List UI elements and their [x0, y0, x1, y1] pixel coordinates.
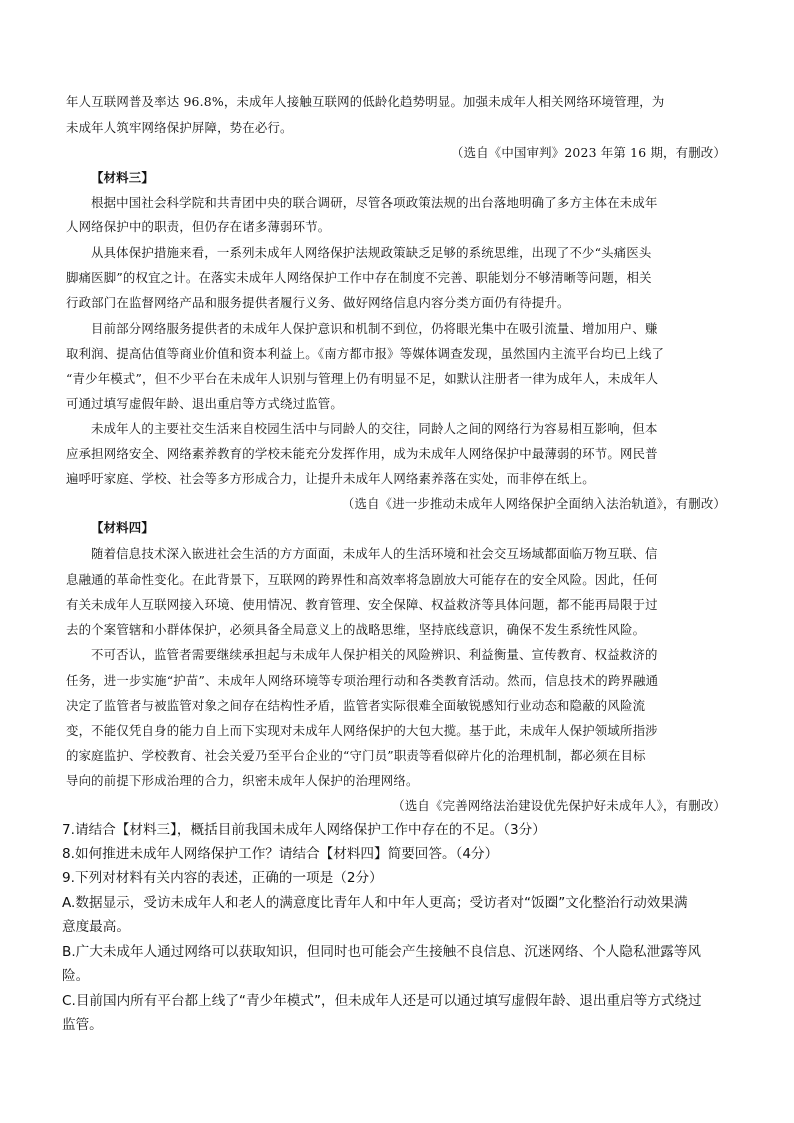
option-c-line-2: 监管。 — [62, 1017, 103, 1033]
material3-line: 目前部分网络服务提供者的未成年人保护意识和机制不到位，仍将眼光集中在吸引流量、增加用户、赚 — [91, 321, 658, 336]
material4-line: 决定了监管者与被监管对象之间存在结构性矛盾，监管者实际很难全面敏锐感知行业动态和隐蔽的风险流 — [66, 698, 646, 713]
material2-line-1: 年人互联网普及率达 96.8%，未成年人接触互联网的低龄化趋势明显。加强未成年人相关网络环境管理，为 — [66, 94, 665, 109]
question-9: 9.下列对材料有关内容的表述，正确的一项是（2分） — [62, 870, 383, 886]
material4-line: 有关未成年人互联网接入环境、使用情况、教育管理、安全保障、权益救济等具体问题，都不能再局限于过 — [66, 597, 658, 612]
option-c-line-1: C.目前国内所有平台都上线了“青少年模式”，但未成年人还是可以通过填写虚假年龄、退出重启等方式绕过 — [62, 993, 702, 1009]
question-7: 7.请结合【材料三】，概括目前我国未成年人网络保护工作中存在的不足。（3分） — [62, 822, 546, 838]
material3-line: 根据中国社会科学院和共青团中央的联合调研，尽管各项政策法规的出台落地明确了多方主体在未成年 — [91, 195, 658, 210]
material3-line: 脚痛医脚”的权宜之计。在落实未成年人网络保护工作中存在制度不完善、职能划分不够清晰等问题，相关 — [66, 270, 652, 285]
material4-line: 任务，进一步实施“护苗”、未成年人网络环境等专项治理行动和各类教育活动。然而，信息技术的跨界融通 — [66, 673, 659, 688]
material3-line: 人网络保护中的职责，但仍存在诸多薄弱环节。 — [66, 219, 331, 234]
material3-line: 遍呼吁家庭、学校、社会等多方形成合力，让提升未成年人网络素养落在实处，而非停在纸上。 — [66, 471, 595, 486]
material3-line: 应承担网络安全、网络素养教育的学校未能充分发挥作用，成为未成年人网络保护中最薄弱的环节。网民普 — [66, 446, 658, 461]
material2-source: （选自《中国审判》2023 年第 16 期，有删改） — [451, 145, 726, 160]
option-a-line-1: A.数据显示，受访未成年人和老人的满意度比青年人和中年人更高；受访者对“饭圈”文化整治行动效果满 — [62, 895, 688, 911]
material4-line: 的家庭监护、学校教育、社会关爱乃至平台企业的“守门员”职责等看似碎片化的治理机制，都必须在目标 — [66, 748, 646, 763]
question-8: 8.如何推进未成年人网络保护工作？请结合【材料四】简要回答。（4分） — [62, 846, 499, 862]
option-a-line-2: 意度最高。 — [62, 919, 130, 935]
material3-heading: 【材料三】 — [91, 170, 154, 185]
material3-line: “青少年模式”，但不少平台在未成年人识别与管理上仍有明显不足，如默认注册者一律为成年人，未成年人 — [66, 371, 659, 386]
material3-line: 取利润、提高估值等商业价值和资本利益上。《南方都市报》等媒体调查发现，虽然国内主流平台均已上线了 — [66, 346, 665, 361]
material4-line: 导向的前提下形成治理的合力，织密未成年人保护的治理网络。 — [66, 773, 419, 788]
material4-line: 随着信息技术深入嵌进社会生活的方方面面，未成年人的生活环境和社会交互场域都面临万物互联、信 — [91, 546, 658, 561]
material3-line: 未成年人的主要社交生活来自校园生活中与同龄人的交往，同龄人之间的网络行为容易相互影响，但本 — [91, 421, 658, 436]
material4-source: （选自《完善网络法治建设优先保护好未成年人》，有删改） — [392, 798, 726, 813]
material3-line: 从具体保护措施来看，一系列未成年人网络保护法规政策缺乏足够的系统思维，出现了不少“头痛医头 — [91, 245, 652, 260]
material4-line: 不可否认，监管者需要继续承担起与未成年人保护相关的风险辨识、利益衡量、宣传教育、权益救济的 — [91, 647, 658, 662]
material4-line: 去的个案管辖和小群体保护，必须具备全局意义上的战略思维，坚持底线意识，确保不发生系统性风险。 — [66, 622, 646, 637]
material3-source: （选自《进一步推动未成年人网络保护全面纳入法治轨道》，有删改） — [341, 496, 726, 511]
material2-line-2: 未成年人筑牢网络保护屏障，势在必行。 — [66, 120, 293, 135]
material4-heading: 【材料四】 — [91, 520, 154, 535]
option-b-line-2: 险。 — [62, 968, 90, 984]
material3-line: 行政部门在监督网络产品和服务提供者履行义务、做好网络信息内容分类方面仍有待提升。 — [66, 295, 570, 310]
material3-line: 可通过填写虚假年龄、退出重启等方式绕过监管。 — [66, 396, 343, 411]
material4-line: 变，不能仅凭自身的能力自上而下实现对未成年人网络保护的大包大揽。基于此，未成年人保护领域所指涉 — [66, 723, 658, 738]
material4-line: 息融通的革命性变化。在此背景下，互联网的跨界性和高效率将急剧放大可能存在的安全风险。因此，任何 — [66, 572, 658, 587]
option-b-line-1: B.广大未成年人通过网络可以获取知识，但同时也可能会产生接触不良信息、沉迷网络、个人隐私泄露等风 — [62, 944, 701, 960]
